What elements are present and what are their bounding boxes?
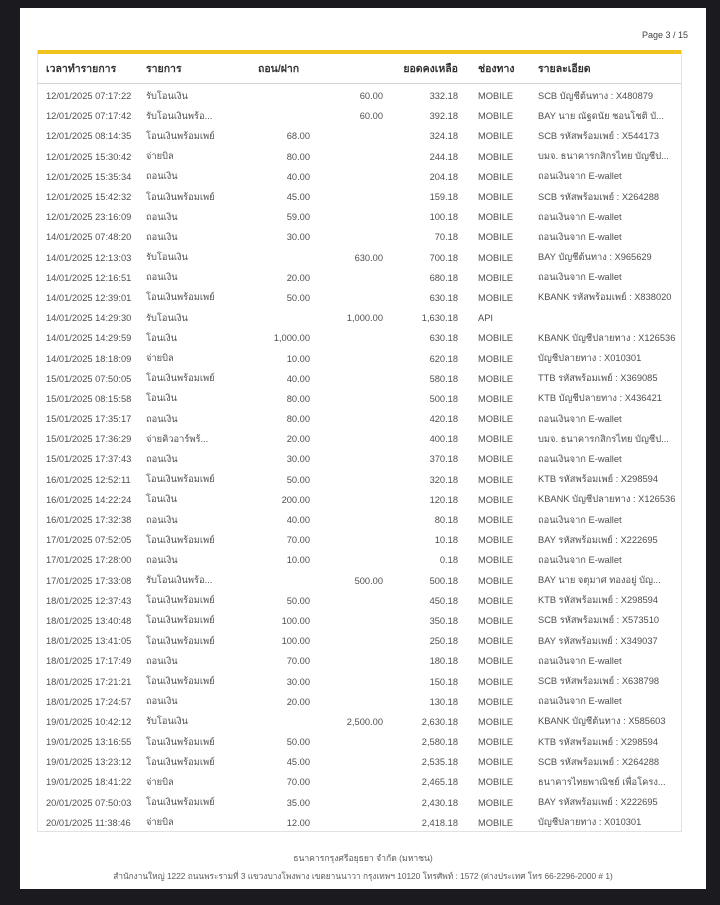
cell-withdraw-amount: 200.00	[281, 494, 310, 505]
table-row	[38, 167, 681, 187]
cell-detail: TTB รหัสพร้อมเพย์ : X369085	[538, 373, 658, 384]
table-row	[38, 631, 681, 651]
cell-channel: MOBILE	[478, 272, 514, 283]
cell-channel: MOBILE	[478, 817, 514, 828]
cell-transaction-type: จ่ายคิวอาร์พร้...	[146, 433, 209, 444]
cell-transaction-type: โอนเงินพร้อมเพย์	[146, 736, 215, 747]
cell-balance: 332.18	[429, 91, 458, 102]
cell-transaction-type: ถอนเงิน	[146, 211, 178, 222]
cell-withdraw-amount: 40.00	[286, 515, 310, 526]
cell-time: 18/01/2025 17:24:57	[46, 696, 132, 707]
cell-channel: MOBILE	[478, 232, 514, 243]
table-row	[38, 550, 681, 570]
cell-withdraw-amount: 20.00	[286, 434, 310, 445]
cell-detail: SCB รหัสพร้อมเพย์ : X544173	[538, 130, 660, 141]
cell-balance: 2,630.18	[421, 716, 458, 727]
cell-withdraw-amount: 68.00	[286, 131, 310, 142]
cell-time: 16/01/2025 17:32:38	[46, 515, 132, 526]
cell-transaction-type: โอนเงิน	[146, 494, 178, 505]
header-amount: ถอน/ฝาก	[258, 63, 300, 75]
cell-balance: 80.18	[434, 515, 458, 526]
cell-balance: 10.18	[434, 535, 458, 546]
cell-withdraw-amount: 59.00	[286, 212, 310, 223]
cell-time: 14/01/2025 12:39:01	[46, 292, 132, 303]
cell-channel: MOBILE	[478, 212, 514, 223]
cell-balance: 100.18	[429, 212, 458, 223]
cell-balance: 350.18	[429, 615, 458, 626]
cell-transaction-type: โอนเงินพร้อมเพย์	[146, 635, 215, 646]
cell-detail: SCB รหัสพร้อมเพย์ : X264288	[538, 756, 660, 767]
cell-transaction-type: ถอนเงิน	[146, 231, 178, 242]
cell-detail: KTB รหัสพร้อมเพย์ : X298594	[538, 595, 659, 606]
cell-transaction-type: โอนเงินพร้อมเพย์	[146, 534, 215, 545]
table-row	[38, 692, 681, 712]
cell-withdraw-amount: 12.00	[286, 817, 310, 828]
cell-time: 18/01/2025 17:17:49	[46, 656, 132, 667]
table-row	[38, 207, 681, 227]
cell-detail: KTB รหัสพร้อมเพย์ : X298594	[538, 474, 659, 485]
cell-detail: บมจ. ธนาคารกสิกรไทย บัญชีป...	[538, 151, 669, 162]
table-row	[38, 793, 681, 813]
header-detail: รายละเอียด	[538, 63, 591, 75]
cell-withdraw-amount: 100.00	[281, 615, 310, 626]
cell-detail: BAY บัญชีต้นทาง : X965629	[538, 252, 652, 263]
cell-transaction-type: รับโอนเงิน	[146, 90, 188, 101]
cell-channel: MOBILE	[478, 131, 514, 142]
cell-withdraw-amount: 70.00	[286, 535, 310, 546]
cell-detail: ถอนเงินจาก E-wallet	[538, 655, 622, 666]
cell-time: 17/01/2025 17:28:00	[46, 555, 132, 566]
cell-detail: KTB รหัสพร้อมเพย์ : X298594	[538, 736, 659, 747]
cell-channel: MOBILE	[478, 696, 514, 707]
table-row	[38, 187, 681, 207]
cell-detail: ถอนเงินจาก E-wallet	[538, 696, 622, 707]
cell-withdraw-amount: 40.00	[286, 171, 310, 182]
cell-detail: BAY รหัสพร้อมเพย์ : X349037	[538, 635, 658, 646]
cell-transaction-type: ถอนเงิน	[146, 272, 178, 283]
table-row	[38, 772, 681, 792]
table-row	[38, 813, 681, 833]
cell-transaction-type: ถอนเงิน	[146, 171, 178, 182]
cell-time: 14/01/2025 12:16:51	[46, 272, 132, 283]
cell-time: 14/01/2025 14:29:30	[46, 313, 132, 324]
cell-time: 12/01/2025 15:35:34	[46, 171, 132, 182]
cell-time: 19/01/2025 13:16:55	[46, 737, 132, 748]
cell-channel: MOBILE	[478, 414, 514, 425]
cell-channel: MOBILE	[478, 636, 514, 647]
cell-detail: ถอนเงินจาก E-wallet	[538, 272, 622, 283]
cell-transaction-type: รับโอนเงิน	[146, 716, 188, 727]
cell-transaction-type: โอนเงินพร้อมเพย์	[146, 373, 215, 384]
table-row	[38, 470, 681, 490]
cell-balance: 580.18	[429, 373, 458, 384]
cell-channel: MOBILE	[478, 797, 514, 808]
cell-channel: MOBILE	[478, 111, 514, 122]
cell-transaction-type: โอนเงินพร้อมเพย์	[146, 130, 215, 141]
cell-detail: BAY รหัสพร้อมเพย์ : X222695	[538, 534, 658, 545]
cell-balance: 500.18	[429, 393, 458, 404]
cell-detail: ถอนเงินจาก E-wallet	[538, 413, 622, 424]
cell-detail: บัญชีปลายทาง : X010301	[538, 817, 642, 828]
table-row	[38, 106, 681, 126]
cell-time: 17/01/2025 07:52:05	[46, 535, 132, 546]
cell-channel: API	[478, 313, 493, 324]
table-header-row	[38, 54, 681, 84]
cell-withdraw-amount: 45.00	[286, 757, 310, 768]
cell-detail: บมจ. ธนาคารกสิกรไทย บัญชีป...	[538, 433, 669, 444]
cell-transaction-type: โอนเงินพร้อมเพย์	[146, 676, 215, 687]
cell-channel: MOBILE	[478, 515, 514, 526]
cell-time: 18/01/2025 17:21:21	[46, 676, 132, 687]
table-row	[38, 328, 681, 348]
cell-transaction-type: โอนเงินพร้อมเพย์	[146, 191, 215, 202]
cell-transaction-type: ถอนเงิน	[146, 453, 178, 464]
cell-channel: MOBILE	[478, 373, 514, 384]
cell-channel: MOBILE	[478, 575, 514, 586]
cell-detail: ถอนเงินจาก E-wallet	[538, 453, 622, 464]
cell-balance: 630.18	[429, 333, 458, 344]
cell-channel: MOBILE	[478, 192, 514, 203]
cell-balance: 2,465.18	[421, 777, 458, 788]
cell-transaction-type: โอนเงินพร้อมเพย์	[146, 615, 215, 626]
table-row	[38, 651, 681, 671]
cell-transaction-type: ถอนเงิน	[146, 655, 178, 666]
cell-channel: MOBILE	[478, 555, 514, 566]
cell-time: 14/01/2025 18:18:09	[46, 353, 132, 364]
cell-balance: 2,418.18	[421, 817, 458, 828]
cell-transaction-type: รับโอนเงินพร้อ...	[146, 110, 213, 121]
cell-channel: MOBILE	[478, 333, 514, 344]
cell-detail: SCB รหัสพร้อมเพย์ : X573510	[538, 615, 660, 626]
footer-bank-address: สำนักงานใหญ่ 1222 ถนนพระรามที่ 3 แขวงบางโพงพาง เขตยานนาวา กรุงเทพฯ 10120 โทรศัพท์ : 1572 (ต่างประเทศ โทร 66-2296-2000 # 1)	[113, 871, 613, 881]
cell-detail: ถอนเงินจาก E-wallet	[538, 211, 622, 222]
cell-balance: 0.18	[439, 555, 458, 566]
cell-time: 15/01/2025 17:37:43	[46, 454, 132, 465]
cell-withdraw-amount: 20.00	[286, 696, 310, 707]
cell-time: 12/01/2025 15:42:32	[46, 192, 132, 203]
table-row	[38, 712, 681, 732]
cell-balance: 392.18	[429, 111, 458, 122]
cell-withdraw-amount: 30.00	[286, 676, 310, 687]
transaction-table	[37, 50, 682, 832]
cell-deposit-amount: 2,500.00	[346, 716, 383, 727]
cell-channel: MOBILE	[478, 393, 514, 404]
cell-detail: ถอนเงินจาก E-wallet	[538, 231, 622, 242]
cell-transaction-type: รับโอนเงิน	[146, 312, 188, 323]
table-row	[38, 268, 681, 288]
cell-detail: BAY นาย จตุมาศ ทองอยู่ บัญ...	[538, 575, 661, 586]
table-row	[38, 752, 681, 772]
cell-balance: 450.18	[429, 595, 458, 606]
cell-time: 12/01/2025 07:17:22	[46, 91, 132, 102]
cell-channel: MOBILE	[478, 737, 514, 748]
cell-channel: MOBILE	[478, 353, 514, 364]
cell-detail: KBANK บัญชีต้นทาง : X585603	[538, 716, 666, 727]
table-row	[38, 490, 681, 510]
cell-transaction-type: โอนเงินพร้อมเพย์	[146, 756, 215, 767]
header-time: เวลาทำรายการ	[46, 63, 117, 75]
cell-time: 20/01/2025 07:50:03	[46, 797, 132, 808]
cell-time: 17/01/2025 17:33:08	[46, 575, 132, 586]
cell-time: 14/01/2025 12:13:03	[46, 252, 132, 263]
cell-transaction-type: โอนเงินพร้อมเพย์	[146, 292, 215, 303]
cell-detail: ธนาคารไทยพาณิชย์ เพื่อโครง...	[538, 776, 666, 787]
cell-channel: MOBILE	[478, 292, 514, 303]
table-row	[38, 449, 681, 469]
cell-detail: SCB บัญชีต้นทาง : X480879	[538, 90, 654, 101]
cell-time: 16/01/2025 12:52:11	[46, 474, 131, 485]
cell-channel: MOBILE	[478, 656, 514, 667]
cell-balance: 630.18	[429, 292, 458, 303]
cell-balance: 120.18	[429, 494, 458, 505]
cell-channel: MOBILE	[478, 676, 514, 687]
cell-detail: บัญชีปลายทาง : X010301	[538, 353, 642, 364]
cell-balance: 400.18	[429, 434, 458, 445]
cell-withdraw-amount: 70.00	[286, 656, 310, 667]
cell-withdraw-amount: 80.00	[286, 414, 310, 425]
cell-transaction-type: รับโอนเงิน	[146, 252, 188, 263]
statement-page	[20, 8, 706, 889]
transaction-rows	[38, 84, 681, 833]
cell-time: 16/01/2025 14:22:24	[46, 494, 132, 505]
header-type: รายการ	[146, 63, 182, 75]
cell-transaction-type: โอนเงิน	[146, 393, 178, 404]
table-row	[38, 369, 681, 389]
cell-balance: 250.18	[429, 636, 458, 647]
cell-balance: 204.18	[429, 171, 458, 182]
cell-channel: MOBILE	[478, 252, 514, 263]
cell-channel: MOBILE	[478, 171, 514, 182]
table-row	[38, 611, 681, 631]
cell-detail: BAY นาย ณัฐดนัย ชอนโชติ บั...	[538, 110, 664, 121]
cell-deposit-amount: 500.00	[354, 575, 383, 586]
cell-balance: 370.18	[429, 454, 458, 465]
table-row	[38, 409, 681, 429]
cell-withdraw-amount: 50.00	[286, 292, 310, 303]
table-row	[38, 126, 681, 146]
table-row	[38, 288, 681, 308]
cell-withdraw-amount: 70.00	[286, 777, 310, 788]
cell-withdraw-amount: 40.00	[286, 373, 310, 384]
cell-deposit-amount: 60.00	[359, 111, 383, 122]
table-row	[38, 86, 681, 106]
table-row	[38, 510, 681, 530]
cell-channel: MOBILE	[478, 757, 514, 768]
cell-withdraw-amount: 50.00	[286, 595, 310, 606]
cell-transaction-type: โอนเงินพร้อมเพย์	[146, 474, 215, 485]
cell-channel: MOBILE	[478, 91, 514, 102]
table-row	[38, 248, 681, 268]
cell-balance: 500.18	[429, 575, 458, 586]
cell-time: 20/01/2025 11:38:46	[46, 817, 131, 828]
cell-balance: 620.18	[429, 353, 458, 364]
cell-balance: 324.18	[429, 131, 458, 142]
cell-time: 19/01/2025 10:42:12	[46, 716, 132, 727]
cell-time: 12/01/2025 07:17:42	[46, 111, 132, 122]
table-row	[38, 348, 681, 368]
cell-withdraw-amount: 35.00	[286, 797, 310, 808]
cell-detail: ถอนเงินจาก E-wallet	[538, 171, 622, 182]
cell-deposit-amount: 630.00	[354, 252, 383, 263]
cell-balance: 2,535.18	[421, 757, 458, 768]
cell-withdraw-amount: 80.00	[286, 393, 310, 404]
cell-time: 15/01/2025 08:15:58	[46, 393, 132, 404]
cell-channel: MOBILE	[478, 595, 514, 606]
cell-withdraw-amount: 45.00	[286, 192, 310, 203]
cell-channel: MOBILE	[478, 615, 514, 626]
cell-withdraw-amount: 20.00	[286, 272, 310, 283]
cell-detail: KBANK บัญชีปลายทาง : X126536	[538, 494, 676, 505]
cell-transaction-type: จ่ายบิล	[146, 817, 174, 828]
cell-balance: 320.18	[429, 474, 458, 485]
cell-detail: SCB รหัสพร้อมเพย์ : X638798	[538, 676, 660, 687]
cell-time: 18/01/2025 13:40:48	[46, 615, 132, 626]
cell-balance: 70.18	[434, 232, 458, 243]
cell-withdraw-amount: 50.00	[286, 474, 310, 485]
cell-channel: MOBILE	[478, 535, 514, 546]
table-row	[38, 530, 681, 550]
cell-detail: BAY รหัสพร้อมเพย์ : X222695	[538, 797, 658, 808]
header-balance: ยอดคงเหลือ	[403, 63, 458, 75]
cell-time: 15/01/2025 17:35:17	[46, 414, 132, 425]
cell-transaction-type: ถอนเงิน	[146, 554, 178, 565]
cell-time: 15/01/2025 07:50:05	[46, 373, 132, 384]
footer-bank-name: ธนาคารกรุงศรีอยุธยา จำกัด (มหาชน)	[293, 853, 433, 863]
cell-channel: MOBILE	[478, 151, 514, 162]
cell-transaction-type: ถอนเงิน	[146, 514, 178, 525]
table-row	[38, 591, 681, 611]
cell-channel: MOBILE	[478, 777, 514, 788]
cell-withdraw-amount: 10.00	[286, 555, 310, 566]
table-row	[38, 732, 681, 752]
cell-balance: 244.18	[429, 151, 458, 162]
cell-time: 19/01/2025 18:41:22	[46, 777, 132, 788]
cell-time: 14/01/2025 07:48:20	[46, 232, 132, 243]
cell-time: 18/01/2025 13:41:05	[46, 636, 132, 647]
cell-channel: MOBILE	[478, 434, 514, 445]
cell-transaction-type: จ่ายบิล	[146, 776, 174, 787]
cell-transaction-type: จ่ายบิล	[146, 151, 174, 162]
cell-withdraw-amount: 100.00	[281, 636, 310, 647]
cell-deposit-amount: 1,000.00	[346, 313, 383, 324]
cell-deposit-amount: 60.00	[359, 91, 383, 102]
cell-transaction-type: โอนเงิน	[146, 332, 178, 343]
cell-balance: 2,430.18	[421, 797, 458, 808]
page-number-label: Page 3 / 15	[641, 30, 688, 40]
cell-time: 14/01/2025 14:29:59	[46, 333, 132, 344]
cell-withdraw-amount: 10.00	[286, 353, 310, 364]
table-row	[38, 227, 681, 247]
cell-transaction-type: โอนเงินพร้อมเพย์	[146, 797, 215, 808]
cell-time: 15/01/2025 17:36:29	[46, 434, 132, 445]
table-row	[38, 147, 681, 167]
cell-time: 12/01/2025 23:16:09	[46, 212, 132, 223]
cell-withdraw-amount: 1,000.00	[273, 333, 310, 344]
header-channel: ช่องทาง	[478, 63, 515, 75]
cell-withdraw-amount: 50.00	[286, 737, 310, 748]
cell-time: 18/01/2025 12:37:43	[46, 595, 132, 606]
cell-withdraw-amount: 30.00	[286, 454, 310, 465]
cell-balance: 1,630.18	[421, 313, 458, 324]
cell-balance: 2,580.18	[421, 737, 458, 748]
cell-channel: MOBILE	[478, 474, 514, 485]
cell-transaction-type: ถอนเงิน	[146, 696, 178, 707]
cell-balance: 159.18	[429, 192, 458, 203]
table-row	[38, 671, 681, 691]
cell-balance: 130.18	[429, 696, 458, 707]
cell-detail: KTB บัญชีปลายทาง : X436421	[538, 393, 662, 404]
table-row	[38, 429, 681, 449]
cell-time: 12/01/2025 08:14:35	[46, 131, 132, 142]
cell-detail: SCB รหัสพร้อมเพย์ : X264288	[538, 191, 660, 202]
cell-detail: KBANK บัญชีปลายทาง : X126536	[538, 332, 676, 343]
cell-detail: ถอนเงินจาก E-wallet	[538, 554, 622, 565]
cell-transaction-type: โอนเงินพร้อมเพย์	[146, 595, 215, 606]
cell-transaction-type: รับโอนเงินพร้อ...	[146, 575, 213, 586]
table-row	[38, 308, 681, 328]
table-row	[38, 571, 681, 591]
cell-channel: MOBILE	[478, 716, 514, 727]
cell-withdraw-amount: 80.00	[286, 151, 310, 162]
cell-time: 12/01/2025 15:30:42	[46, 151, 132, 162]
cell-time: 19/01/2025 13:23:12	[46, 757, 132, 768]
cell-balance: 180.18	[429, 656, 458, 667]
cell-channel: MOBILE	[478, 454, 514, 465]
cell-detail: KBANK รหัสพร้อมเพย์ : X838020	[538, 292, 672, 303]
cell-balance: 700.18	[429, 252, 458, 263]
cell-balance: 150.18	[429, 676, 458, 687]
table-row	[38, 389, 681, 409]
cell-channel: MOBILE	[478, 494, 514, 505]
cell-balance: 420.18	[429, 414, 458, 425]
cell-balance: 680.18	[429, 272, 458, 283]
cell-withdraw-amount: 30.00	[286, 232, 310, 243]
cell-detail: ถอนเงินจาก E-wallet	[538, 514, 622, 525]
cell-transaction-type: ถอนเงิน	[146, 413, 178, 424]
cell-transaction-type: จ่ายบิล	[146, 353, 174, 364]
